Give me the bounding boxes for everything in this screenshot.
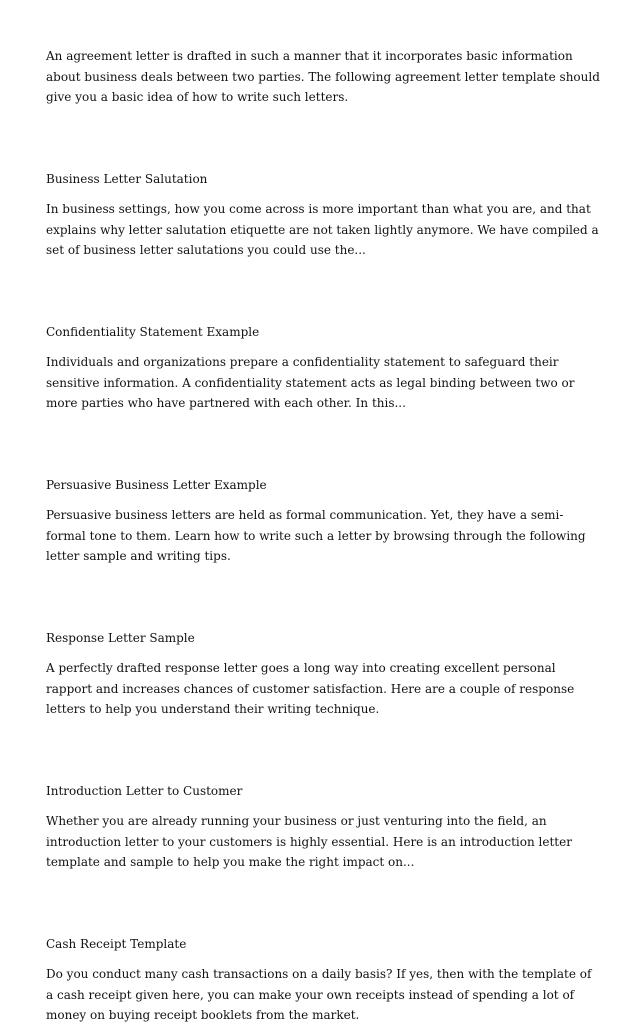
section-confidentiality-statement-example (46, 322, 602, 414)
section-title: Persuasive Business Letter Example (46, 477, 267, 492)
section-body: In business settings, how you come across is more important than what you are, and that explains why letter salutation etiquette are not taken lightly anymore. We have compiled a set of business letter salutations you could use the... (46, 202, 599, 257)
section-title: Response Letter Sample (46, 630, 195, 645)
section-title: Cash Receipt Template (46, 936, 187, 951)
section-body: Individuals and organizations prepare a confidentiality statement to safeguard their sensitive information. A confidentiality statement acts as legal binding between two or more parties who have partnered with each other. In this... (46, 355, 575, 410)
section-title: Business Letter Salutation (46, 171, 208, 186)
section-body: Persuasive business letters are held as formal communication. Yet, they have a semi-formal tone to them. Learn how to write such a letter by browsing through the following letter sample and writing tips. (46, 508, 586, 563)
section-title: Confidentiality Statement Example (46, 324, 260, 339)
intro-paragraph: An agreement letter is drafted in such a manner that it incorporates basic information about business deals between two parties. The following agreement letter template should give you a basic idea of how to write such letters. (46, 49, 600, 104)
section-title: Introduction Letter to Customer (46, 783, 243, 798)
section-introduction-letter-to-customer (46, 781, 602, 873)
section-business-letter-salutation (46, 169, 602, 261)
section-cash-receipt-template (46, 934, 602, 1026)
section-body: A perfectly drafted response letter goes a long way into creating excellent personal rapport and increases chances of customer satisfaction. Here are a couple of response letters to help you understand their writing technique. (46, 661, 575, 716)
section-persuasive-business-letter-example (46, 475, 602, 567)
section-response-letter-sample (46, 628, 602, 720)
section-body: Do you conduct many cash transactions on a daily basis? If yes, then with the template of a cash receipt given here, you can make your own receipts instead of spending a lot of money on buying receipt booklets from the market. (46, 967, 592, 1022)
document-page (46, 46, 602, 1026)
section-body: Whether you are already running your business or just venturing into the field, an introduction letter to your customers is highly essential. Here is an introduction letter template and sample to help you make the right impact on... (46, 814, 572, 869)
